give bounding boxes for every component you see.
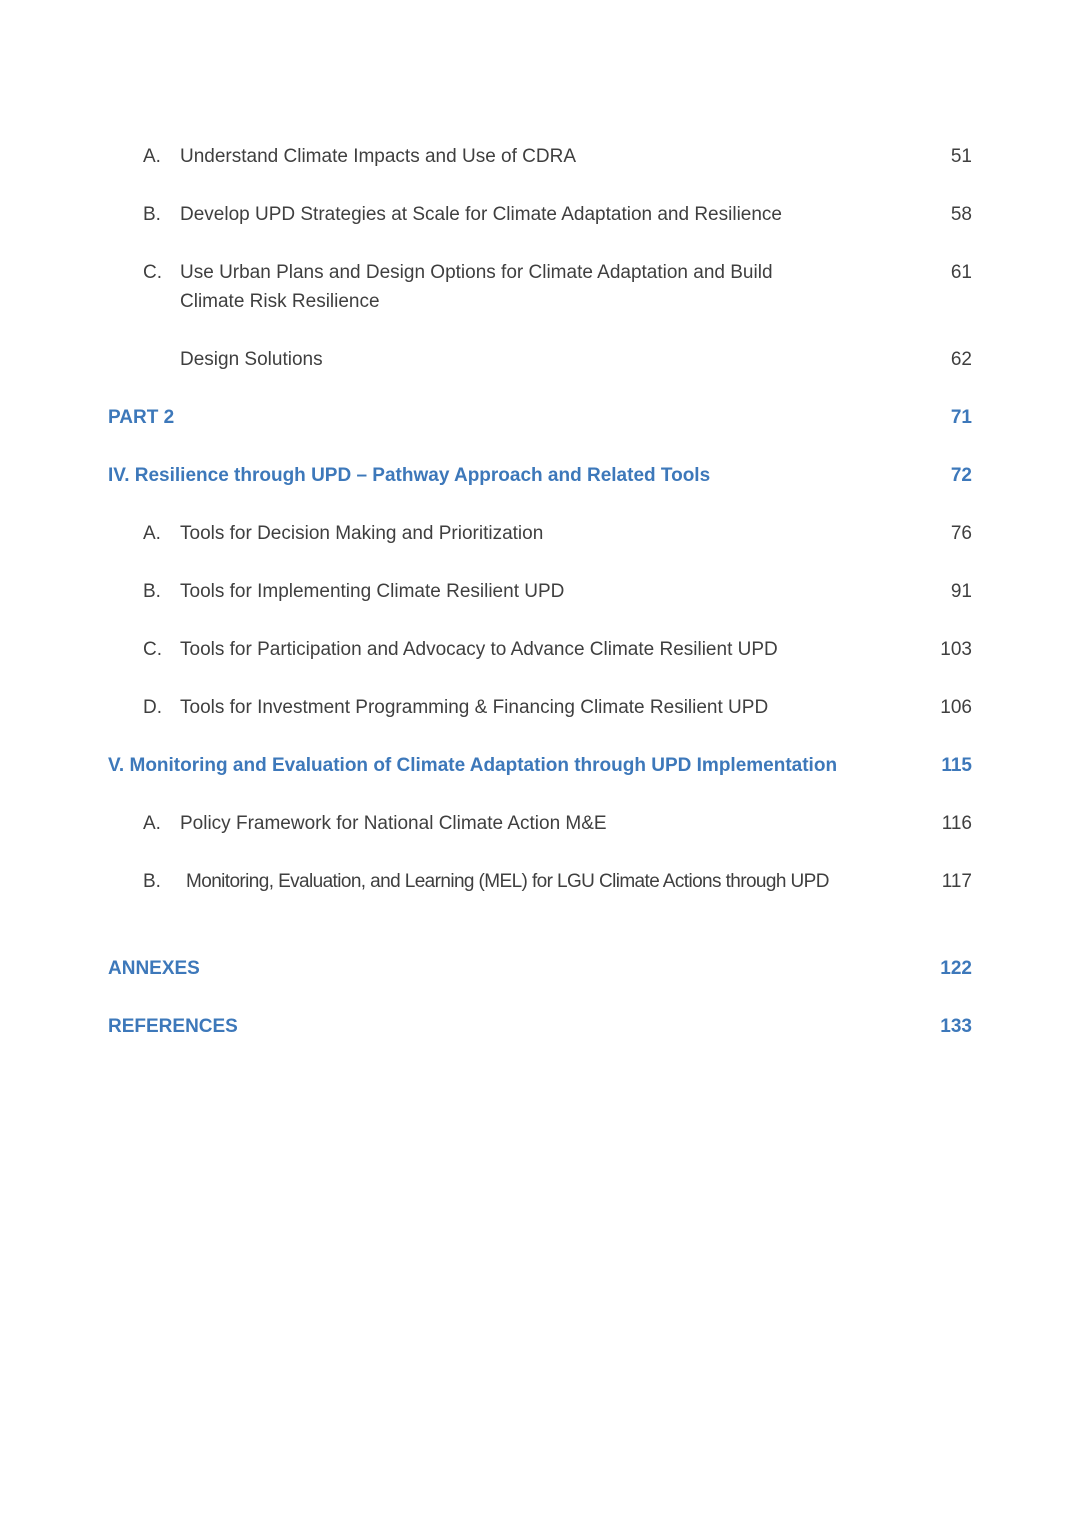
toc-heading-part-2[interactable]	[108, 403, 972, 432]
toc-entry-title: Tools for Decision Making and Prioritization	[180, 523, 544, 544]
toc-entry-letter: B.	[143, 871, 161, 892]
toc-heading-page-number: 71	[950, 407, 972, 428]
toc-entry-page-number: 106	[940, 697, 972, 718]
toc-entry-mel[interactable]	[108, 867, 972, 896]
toc-entry-title: Tools for Investment Programming & Financing Climate Resilient UPD	[180, 697, 769, 718]
toc-entry-policy-framework[interactable]	[108, 809, 972, 838]
toc-entry-tools-decision-making[interactable]	[108, 519, 972, 548]
toc-heading-title: IV. Resilience through UPD – Pathway Approach and Related Tools	[108, 465, 711, 486]
toc-entry-page-number: 103	[940, 639, 972, 660]
toc-entry-title-line-2: Climate Risk Resilience	[180, 291, 380, 312]
toc-heading-annexes[interactable]	[108, 954, 972, 983]
toc-heading-section-iv[interactable]	[108, 461, 972, 490]
toc-entry-page-number: 61	[950, 262, 972, 283]
toc-entry-page-number: 91	[950, 581, 972, 602]
toc-entry-page-number: 51	[950, 146, 972, 167]
toc-entry-letter: C.	[143, 262, 162, 283]
toc-heading-page-number: 115	[941, 755, 972, 776]
toc-heading-title: PART 2	[108, 407, 175, 428]
toc-entry-title: Understand Climate Impacts and Use of CDRA	[180, 146, 576, 167]
toc-heading-references[interactable]	[108, 1012, 972, 1041]
toc-entry-letter: C.	[143, 639, 162, 660]
toc-entry-letter: A.	[143, 523, 161, 544]
toc-entry-page-number: 62	[950, 349, 972, 370]
toc-entry-title: Tools for Participation and Advocacy to Advance Climate Resilient UPD	[180, 639, 778, 660]
toc-entry-page-number: 117	[941, 871, 972, 892]
toc-heading-title: REFERENCES	[108, 1016, 238, 1037]
toc-entry-understand-climate-impacts[interactable]	[108, 142, 972, 171]
toc-entry-title: Monitoring, Evaluation, and Learning (MEL) for LGU Climate Actions through UPD	[186, 871, 829, 892]
toc-entry-use-urban-plans[interactable]	[108, 258, 972, 316]
toc-entry-title-line-1: Use Urban Plans and Design Options for Climate Adaptation and Build	[180, 262, 773, 283]
toc-entry-page-number: 76	[950, 523, 972, 544]
toc-entry-tools-investment[interactable]	[108, 693, 972, 722]
toc-entry-develop-upd-strategies[interactable]	[108, 200, 972, 229]
toc-entry-title: Policy Framework for National Climate Action M&E	[180, 813, 607, 834]
toc-heading-page-number: 122	[940, 958, 972, 979]
toc-entry-title: Tools for Implementing Climate Resilient UPD	[180, 581, 565, 602]
toc-entry-letter: A.	[143, 813, 161, 834]
toc-heading-title: V. Monitoring and Evaluation of Climate Adaptation through UPD Implementation	[108, 755, 838, 776]
toc-entry-title: Design Solutions	[180, 349, 323, 370]
toc-entry-tools-implementing[interactable]	[108, 577, 972, 606]
toc-entry-letter: B.	[143, 204, 161, 225]
toc-entry-letter: D.	[143, 697, 162, 718]
toc-entry-page-number: 58	[950, 204, 972, 225]
toc-heading-page-number: 133	[940, 1016, 972, 1037]
toc-entry-letter: A.	[143, 146, 161, 167]
toc-entry-page-number: 116	[941, 813, 972, 834]
toc-heading-section-v[interactable]	[108, 751, 972, 780]
toc-entry-design-solutions[interactable]	[108, 345, 972, 374]
toc-entry-letter: B.	[143, 581, 161, 602]
toc-entry-tools-participation[interactable]	[108, 635, 972, 664]
toc-heading-title: ANNEXES	[108, 958, 200, 979]
toc-heading-page-number: 72	[950, 465, 972, 486]
toc-entry-title: Develop UPD Strategies at Scale for Climate Adaptation and Resilience	[180, 204, 782, 225]
